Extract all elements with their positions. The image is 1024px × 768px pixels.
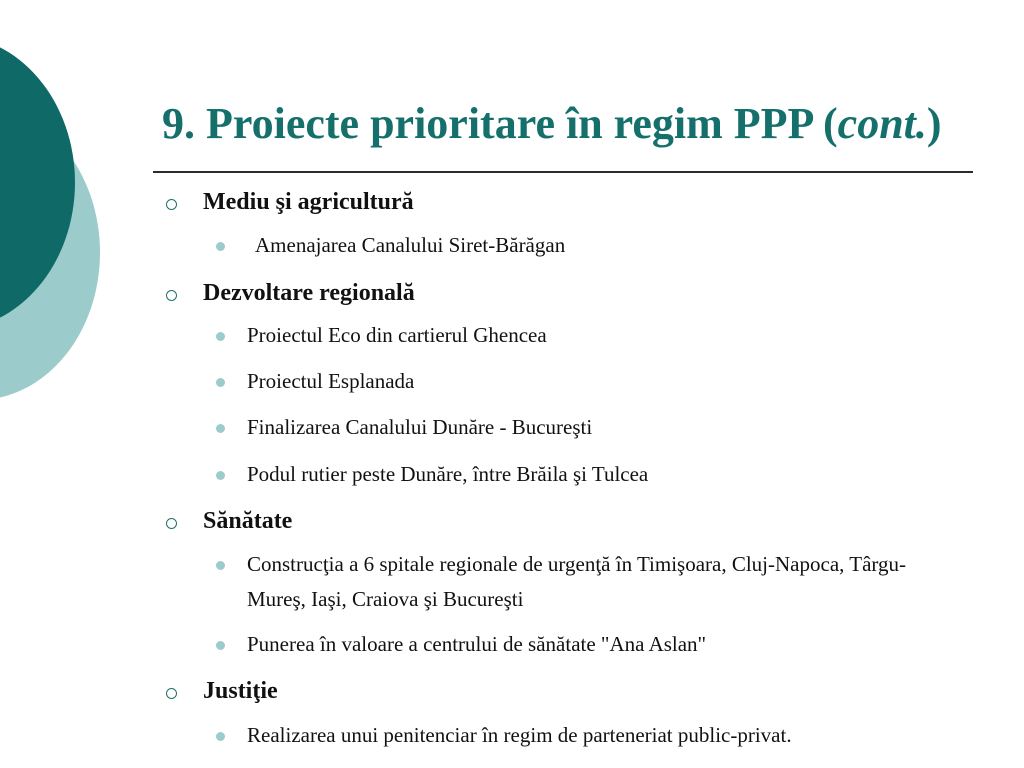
category-ring-icon — [166, 290, 177, 301]
list-item-text: Podul rutier peste Dunăre, între Brăila şi Tulcea — [247, 462, 649, 486]
category-label: Sănătate — [203, 508, 293, 534]
list-item-text: Amenajarea Canalului Siret-Bărăgan — [255, 233, 566, 257]
bullet-dot-icon — [216, 732, 225, 741]
bullet-dot-icon — [216, 378, 225, 387]
bullet-dot-icon — [216, 561, 225, 570]
bullet-dot-icon — [216, 641, 225, 650]
list-item-text: Construcţia a 6 spitale regionale de urgenţă în Timişoara, Cluj-Napoca, Târgu-Mureş, Iaşi, Craiova şi Bucureşti — [247, 552, 907, 611]
list-item-text: Finalizarea Canalului Dunăre - Bucureşti — [247, 415, 593, 439]
bullet-dot-icon — [216, 332, 225, 341]
title-italic: cont. — [837, 99, 927, 148]
list-item-text: Realizarea unui penitenciar în regim de parteneriat public-privat. — [247, 723, 792, 747]
list-item-text: Proiectul Esplanada — [247, 369, 415, 393]
bullet-dot-icon — [216, 471, 225, 480]
list-item-text: Proiectul Eco din cartierul Ghencea — [247, 323, 547, 347]
title-end: ) — [926, 99, 942, 148]
bullet-dot-icon — [216, 242, 225, 251]
list-item-text: Punerea în valoare a centrului de sănătate "Ana Aslan" — [247, 632, 707, 656]
category-ring-icon — [166, 688, 177, 699]
bullet-list — [160, 0, 1000, 768]
category-ring-icon — [166, 199, 177, 210]
category-label: Mediu şi agricultură — [203, 189, 414, 215]
category-label: Justiţie — [203, 678, 278, 704]
bullet-dot-icon — [216, 424, 225, 433]
category-label: Dezvoltare regională — [203, 280, 415, 306]
title-main: 9. Proiecte prioritare în regim PPP ( — [162, 99, 838, 148]
category-ring-icon — [166, 518, 177, 529]
